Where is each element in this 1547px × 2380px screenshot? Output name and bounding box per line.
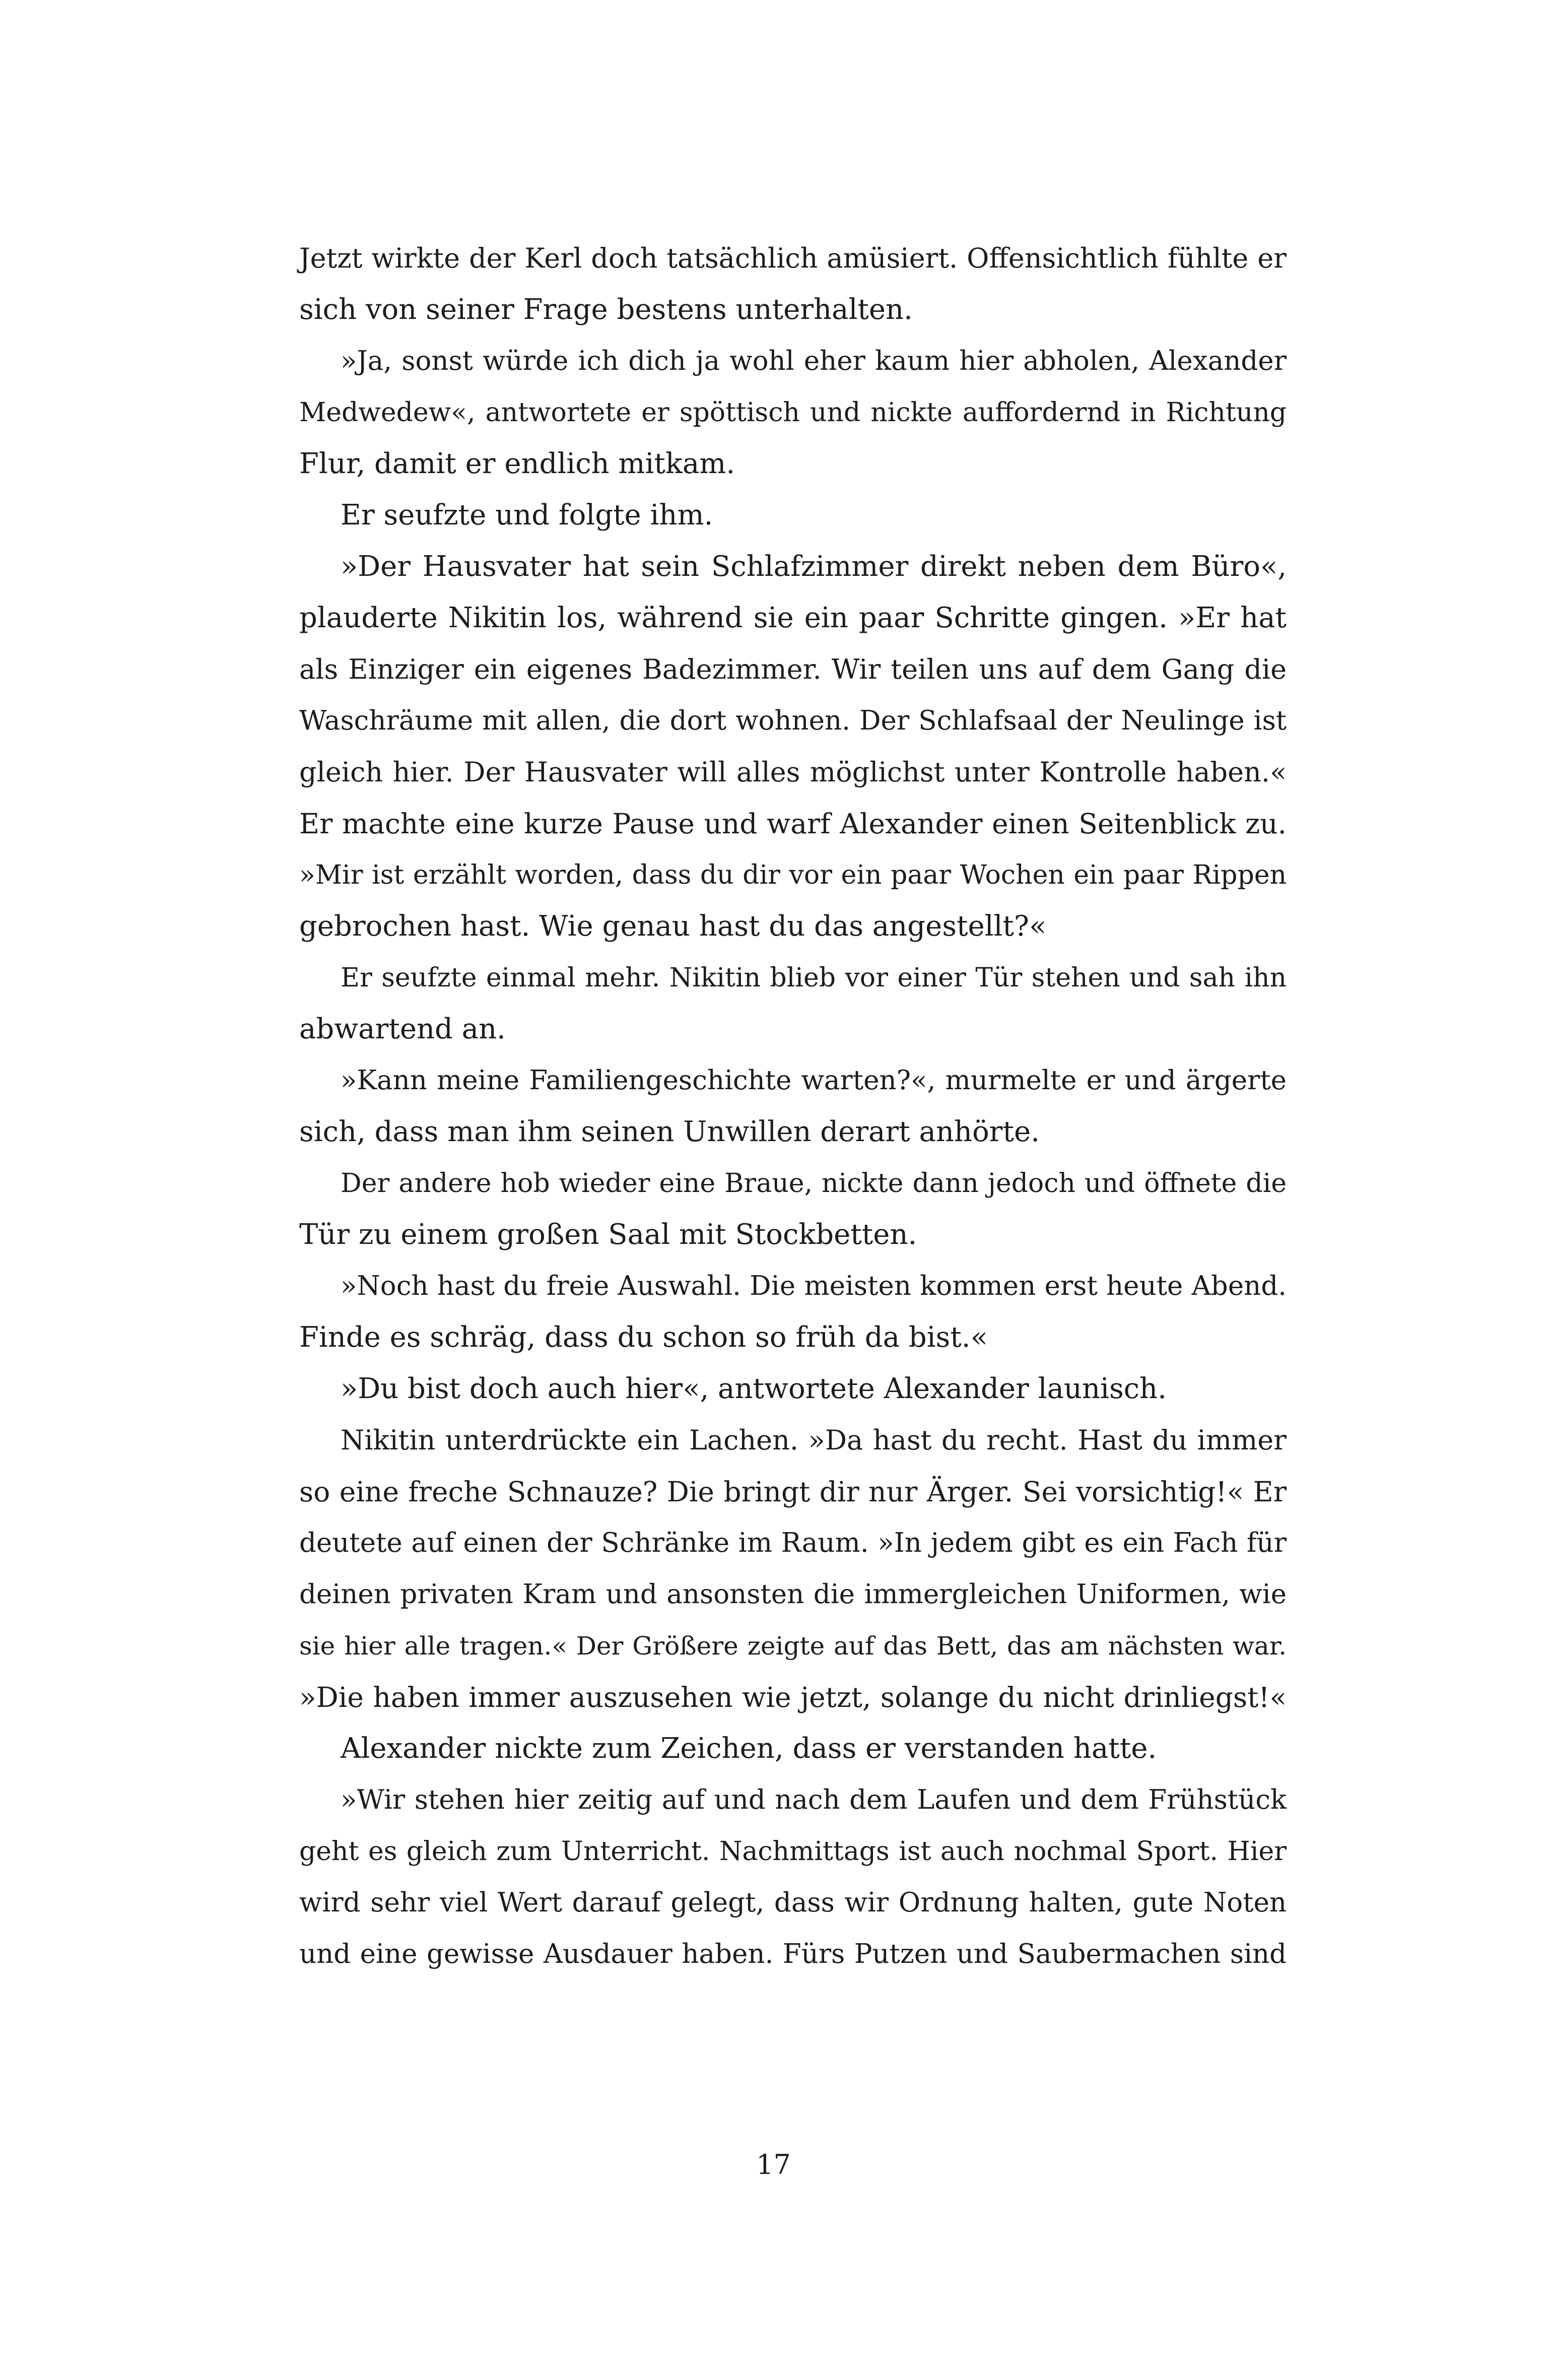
text-line: »Noch hast du freie Auswahl. Die meisten kommen erst heute Abend. (341, 1271, 1287, 1301)
text-line: »Mir ist erzählt worden, dass du dir vor ein paar Wochen ein paar Rippen (299, 860, 1287, 890)
text-line: Medwedew«, antwortete er spöttisch und nickte auffordernd in Richtung (299, 398, 1287, 428)
text-line: »Der Hausvater hat sein Schlafzimmer direkt neben dem Büro«, (341, 550, 1287, 583)
text-line: abwartend an. (299, 1013, 506, 1045)
text-line: plauderte Nikitin los, während sie ein paar Schritte gingen. »Er hat (299, 602, 1287, 634)
page-number: 17 (756, 2149, 791, 2180)
text-line: deutete auf einen der Schränke im Raum. »In jedem gibt es ein Fach für (299, 1528, 1287, 1558)
text-line: Waschräume mit allen, die dort wohnen. Der Schlafsaal der Neulinge ist (299, 705, 1287, 736)
text-line: Der andere hob wieder eine Braue, nickte dann jedoch und öffnete die (341, 1168, 1287, 1199)
text-line: Finde es schräg, dass du schon so früh da bist.« (299, 1321, 988, 1354)
text-line: sie hier alle tragen.« Der Größere zeigte auf das Bett, das am nächsten war. (299, 1631, 1287, 1661)
text-line: sich von seiner Frage bestens unterhalten. (299, 293, 913, 326)
text-line: gleich hier. Der Hausvater will alles möglichst unter Kontrolle haben.« (299, 756, 1287, 788)
text-line: wird sehr viel Wert darauf gelegt, dass wir Ordnung halten, gute Noten (299, 1887, 1287, 1918)
text-line: Alexander nickte zum Zeichen, dass er verstanden hatte. (341, 1732, 1157, 1765)
text-line: und eine gewisse Ausdauer haben. Fürs Putzen und Saubermachen sind (299, 1939, 1287, 1969)
text-line: als Einziger ein eigenes Badezimmer. Wir teilen uns auf dem Gang die (299, 653, 1287, 685)
text-line: Jetzt wirkte der Kerl doch tatsächlich amüsiert. Offensichtlich fühlte er (299, 242, 1287, 274)
text-line: »Ja, sonst würde ich dich ja wohl eher kaum hier abholen, Alexander (341, 346, 1287, 376)
text-line: »Kann meine Familiengeschichte warten?«, murmelte er und ärgerte (341, 1065, 1287, 1096)
text-line: Tür zu einem großen Saal mit Stockbetten. (299, 1218, 917, 1251)
text-line: Er machte eine kurze Pause und warf Alexander einen Seitenblick zu. (299, 808, 1287, 840)
text-line: »Wir stehen hier zeitig auf und nach dem Laufen und dem Frühstück (341, 1784, 1287, 1815)
text-line: Er seufzte und folgte ihm. (341, 499, 713, 532)
text-line: so eine freche Schnauze? Die bringt dir nur Ärger. Sei vorsichtig!« Er (299, 1476, 1287, 1508)
text-line: Er seufzte einmal mehr. Nikitin blieb vor einer Tür stehen und sah ihn (341, 963, 1287, 993)
text-line: geht es gleich zum Unterricht. Nachmittags ist auch nochmal Sport. Hier (299, 1836, 1287, 1867)
text-line: Nikitin unterdrückte ein Lachen. »Da hast du recht. Hast du immer (341, 1424, 1287, 1456)
text-line: deinen privaten Kram und ansonsten die immergleichen Uniformen, wie (299, 1579, 1287, 1610)
text-line: gebrochen hast. Wie genau hast du das angestellt?« (299, 910, 1047, 943)
text-line: »Die haben immer auszusehen wie jetzt, solange du nicht drinliegst!« (299, 1681, 1287, 1713)
text-line: sich, dass man ihm seinen Unwillen derart anhörte. (299, 1115, 1040, 1148)
text-line: »Du bist doch auch hier«, antwortete Alexander launisch. (341, 1372, 1167, 1405)
text-line: Flur, damit er endlich mitkam. (299, 447, 735, 480)
